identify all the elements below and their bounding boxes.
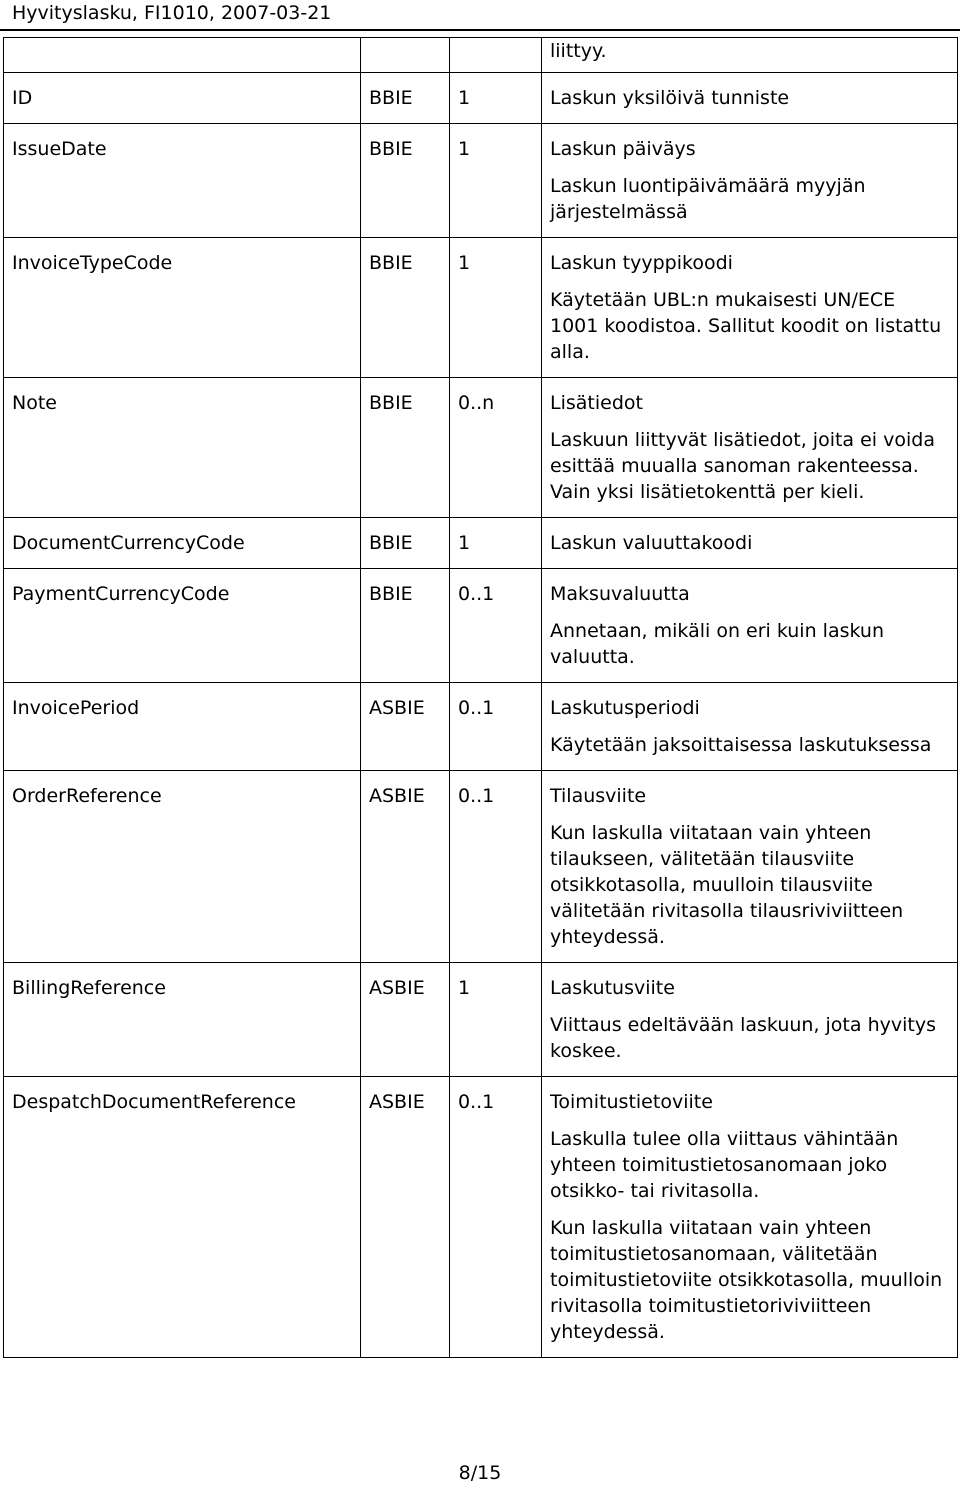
element-description xyxy=(550,771,949,962)
element-cardinality: 1 xyxy=(458,87,471,109)
description-title: Laskutusviite xyxy=(550,977,675,999)
description-title: Tilausviite xyxy=(550,785,647,807)
element-name: OrderReference xyxy=(12,785,162,807)
element-description xyxy=(550,518,949,568)
table-row xyxy=(4,73,958,124)
element-name: PaymentCurrencyCode xyxy=(12,583,230,605)
element-type: BBIE xyxy=(369,532,413,554)
element-name: InvoicePeriod xyxy=(12,697,140,719)
element-type: ASBIE xyxy=(369,1091,425,1113)
description-note: Laskun luontipäivämäärä myyjän järjestelmässä xyxy=(550,175,866,223)
element-name: BillingReference xyxy=(12,977,166,999)
table-row-continuation xyxy=(4,38,958,73)
element-name: DespatchDocumentReference xyxy=(12,1091,296,1113)
element-cardinality: 1 xyxy=(458,138,471,160)
element-description xyxy=(550,683,949,770)
element-name: DocumentCurrencyCode xyxy=(12,532,245,554)
description-note: Laskuun liittyvät lisätiedot, joita ei voida esittää muualla sanoman rakenteessa. Vain yksi lisätietokenttä per kieli. xyxy=(550,429,935,503)
element-type: BBIE xyxy=(369,252,413,274)
element-name: IssueDate xyxy=(12,138,107,160)
description-note: Kun laskulla viitataan vain yhteen tilaukseen, välitetään tilausviite otsikkotasolla, muulloin tilausviite välitetään rivitasolla tilausriviviitteen yhteydessä. xyxy=(550,822,904,948)
element-type: BBIE xyxy=(369,138,413,160)
element-type: ASBIE xyxy=(369,697,425,719)
element-cardinality: 0..1 xyxy=(458,697,495,719)
element-cardinality: 1 xyxy=(458,532,471,554)
description-title: Laskun valuuttakoodi xyxy=(550,532,753,554)
description-title: Maksuvaluutta xyxy=(550,583,690,605)
element-name: ID xyxy=(12,87,33,109)
document-header: Hyvityslasku, FI1010, 2007-03-21 xyxy=(12,2,332,24)
element-cardinality: 0..1 xyxy=(458,583,495,605)
element-description xyxy=(550,238,949,377)
table-row xyxy=(4,771,958,963)
element-name: InvoiceTypeCode xyxy=(12,252,173,274)
description-title: Laskun tyyppikoodi xyxy=(550,252,733,274)
page-number: 8/15 xyxy=(458,1462,502,1484)
description-title: Laskun yksilöivä tunniste xyxy=(550,87,790,109)
element-description xyxy=(550,569,949,682)
element-description xyxy=(550,73,949,123)
element-description xyxy=(550,378,949,517)
header-divider xyxy=(0,29,960,31)
element-cardinality: 0..n xyxy=(458,392,495,414)
element-type: BBIE xyxy=(369,583,413,605)
table-row xyxy=(4,683,958,771)
element-cardinality: 0..1 xyxy=(458,785,495,807)
table-row xyxy=(4,378,958,518)
description-note: Viittaus edeltävään laskuun, jota hyvitys koskee. xyxy=(550,1014,936,1062)
description-title: Laskutusperiodi xyxy=(550,697,700,719)
table-row xyxy=(4,238,958,378)
element-name: Note xyxy=(12,392,57,414)
description-note: Laskulla tulee olla viittaus vähintään yhteen toimitustietosanomaan joko otsikko- tai rivitasolla. xyxy=(550,1128,899,1202)
table-row xyxy=(4,124,958,238)
element-description xyxy=(550,124,949,237)
description-title: Lisätiedot xyxy=(550,392,643,414)
description-note: Annetaan, mikäli on eri kuin laskun valuutta. xyxy=(550,620,884,668)
element-description xyxy=(550,963,949,1076)
description-title: Laskun päiväys xyxy=(550,138,696,160)
description-note: Kun laskulla viitataan vain yhteen toimitustietosanomaan, välitetään toimitustietoviite otsikkotasolla, muulloin rivitasolla toimitustietoriviviitteen yhteydessä. xyxy=(550,1217,943,1343)
element-cardinality: 1 xyxy=(458,252,471,274)
element-type: ASBIE xyxy=(369,977,425,999)
table-row xyxy=(4,518,958,569)
element-cardinality: 0..1 xyxy=(458,1091,495,1113)
element-type: BBIE xyxy=(369,392,413,414)
description-title: Toimitustietoviite xyxy=(550,1091,713,1113)
element-cardinality: 1 xyxy=(458,977,471,999)
element-spec-table xyxy=(3,37,958,1358)
element-type: BBIE xyxy=(369,87,413,109)
description-note: Käytetään UBL:n mukaisesti UN/ECE 1001 koodistoa. Sallitut koodit on listattu alla. xyxy=(550,289,942,363)
element-description xyxy=(550,1077,949,1357)
description-note: Käytetään jaksoittaisessa laskutuksessa xyxy=(550,734,932,756)
table-row xyxy=(4,963,958,1077)
continuation-text: liittyy. xyxy=(550,40,607,62)
table-row xyxy=(4,569,958,683)
element-type: ASBIE xyxy=(369,785,425,807)
table-row xyxy=(4,1077,958,1358)
